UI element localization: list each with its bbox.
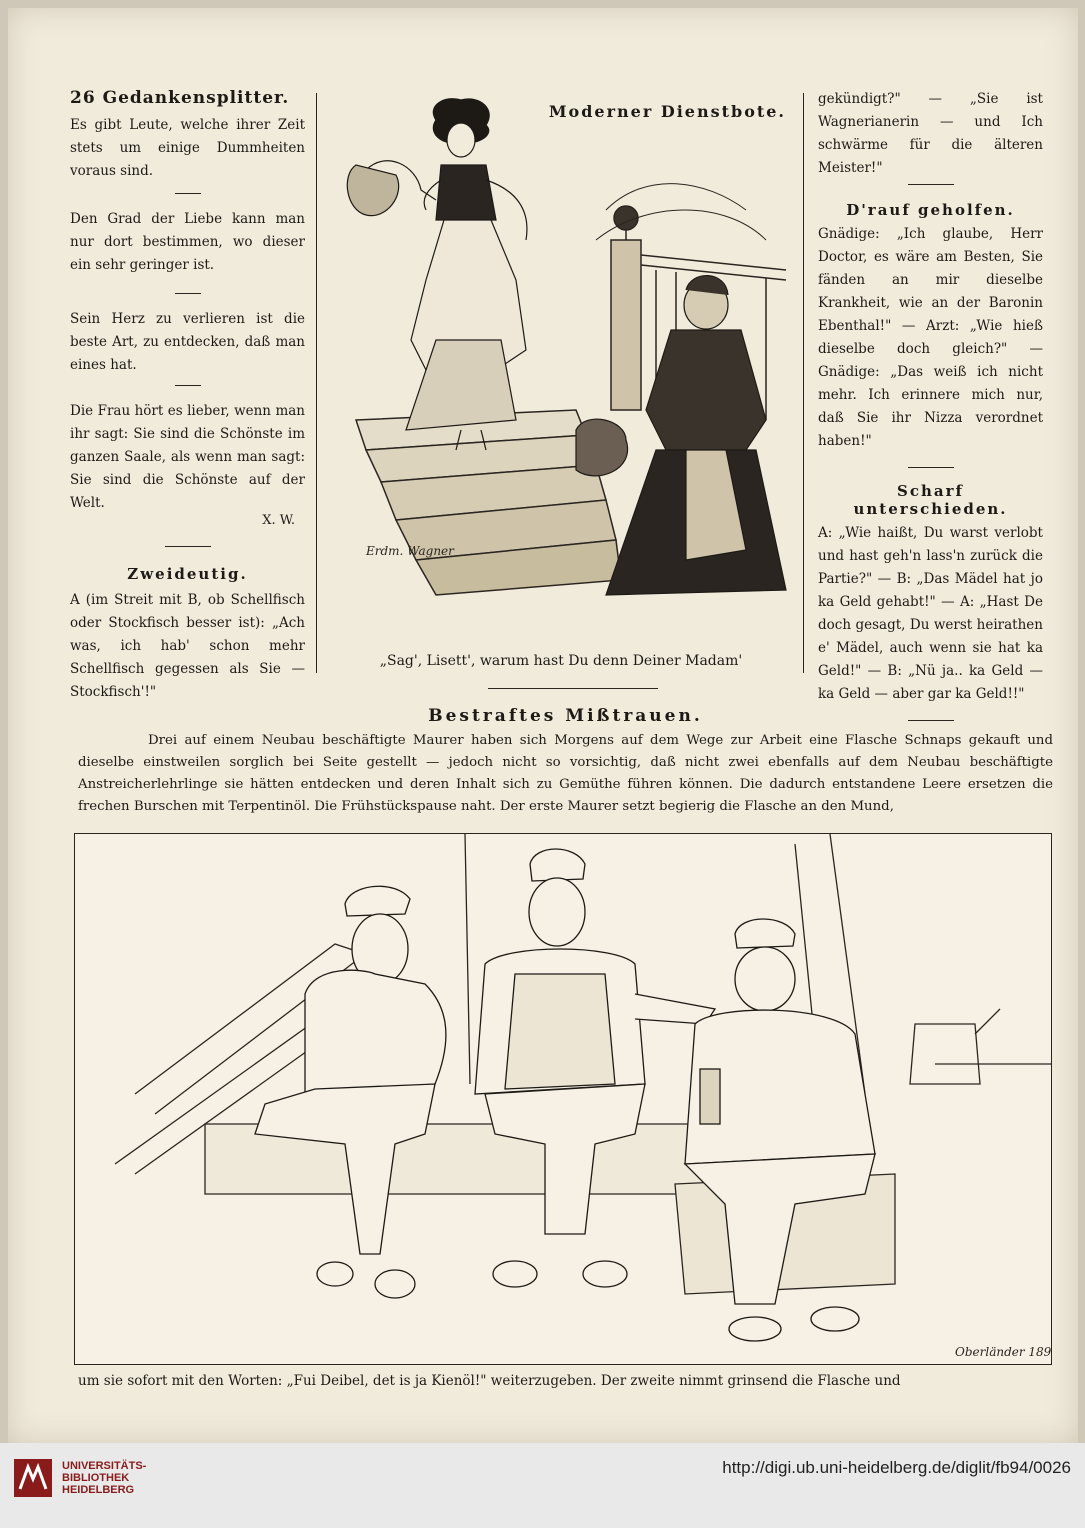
divider: [908, 467, 954, 468]
divider: [175, 385, 201, 386]
library-footer: [0, 1443, 1085, 1528]
column-rule-right: [803, 93, 804, 673]
divider: [165, 546, 211, 547]
column-rule-left: [316, 93, 317, 673]
drauf-text: Gnädige: „Ich glaube, Herr Doctor, es wäre am Besten, Sie fänden an mir dieselbe Krankheit, wie an der Baronin Ebenthal!" — Arzt: „Wie hieß dieselbe doch gleich?" — Gnädige: „Das weiß ich nicht mehr. Ich erinnere mich nur, daß Sie ihr Nizza verordnet haben!": [818, 226, 1043, 449]
aphorism-2: Den Grad der Liebe kann man nur dort bestimmen, wo dieser ein sehr geringer ist.: [70, 211, 305, 273]
left-column: [70, 88, 305, 704]
right-continuation: gekündigt?" — „Sie ist Wagnerianerin — und Ich schwärme für die älteren Meister!": [818, 91, 1043, 176]
signature: X. W.: [262, 513, 295, 528]
masons-illustration: [74, 833, 1052, 1365]
library-name-line: BIBLIOTHEK: [62, 1472, 130, 1484]
university-logo-icon: [14, 1459, 52, 1497]
permalink[interactable]: http://digi.ub.uni-heidelberg.de/diglit/fb94/0026: [722, 1458, 1071, 1477]
artist-signature: Erdm. Wagner: [366, 544, 454, 558]
library-name-line: UNIVERSITÄTS-: [62, 1460, 147, 1472]
aphorism-3: Sein Herz zu verlieren ist die beste Art, zu entdecken, daß man eines hat.: [70, 311, 305, 373]
servant-drawing: [326, 90, 796, 650]
illustration-title: Moderner Dienstbote.: [548, 102, 786, 121]
scharf-text: A: „Wie haißt, Du warst verlobt und hast geh'n lass'n zurück die Partie?" — B: „Das Mädel hat jo ka Geld gehabt!" — A: „Hast De doch gesagt, Du werst heirathen e' Mädel, auch wenn sie hat ka Geld!" — B: „Nü ja.. ka Geld — ka Geld — aber gar ka Geld!!": [818, 525, 1043, 702]
aphorism-4: Die Frau hört es lieber, wenn man ihr sagt: Sie sind die Schönste im ganzen Saale, als wenn man sagt: Sie sind die Schönste auf der Welt.: [70, 403, 305, 511]
scharf-title: Scharf unterschieden.: [853, 482, 1008, 518]
masons-drawing: [75, 834, 1051, 1364]
servant-illustration: [326, 90, 796, 650]
section-rule: [488, 688, 658, 689]
aphorism-1: Es gibt Leute, welche ihrer Zeit stets um einige Dummheiten voraus sind.: [70, 117, 305, 179]
story-paragraph: Drei auf einem Neubau beschäftigte Maurer haben sich Morgens auf dem Wege zur Arbeit eine Flasche Schnaps gekauft und dieselbe einstweilen sorglich bei Seite gestellt — jedoch nicht so vorsichtig, daß nicht zwei ebenfalls auf dem Neubau beschäftigte Anstreicherlehrlinge sie hätten entdecken und deren Inhalt sich zu Gemüthe führen können. Die dadurch entstandene Leere ersetzen die frechen Burschen mit Terpentinöl. Die Frühstückspause naht. Der erste Maurer setzt begierig die Flasche an den Mund,: [78, 733, 1053, 814]
divider: [908, 184, 954, 185]
story-section: [78, 706, 1053, 818]
left-column-title: 26 Gedankensplitter.: [70, 88, 290, 108]
story-title: Bestraftes Mißtrauen.: [428, 706, 703, 726]
library-name: [62, 1460, 146, 1496]
divider: [175, 193, 201, 194]
drauf-title: D'rauf geholfen.: [846, 201, 1015, 219]
illustration-signature: Oberländer 1890: [955, 1345, 1051, 1359]
right-column: [818, 88, 1043, 721]
divider: [175, 293, 201, 294]
illustration-caption: „Sag', Lisett', warum hast Du denn Deiner Madam': [379, 653, 743, 669]
story-continuation: um sie sofort mit den Worten: „Fui Deibel, det is ja Kienöl!" weiterzugeben. Der zweite nimmt grinsend die Flasche und: [78, 1373, 901, 1389]
zweideutig-text: A (im Streit mit B, ob Schellfisch oder Stockfisch besser ist): „Ach was, ich hab' schon mehr Schellfisch gegessen als Sie — Stockfisch'!": [70, 592, 305, 700]
scanned-page: [8, 8, 1078, 1443]
library-name-line: HEIDELBERG: [62, 1484, 135, 1496]
zweideutig-title: Zweideutig.: [127, 565, 248, 583]
